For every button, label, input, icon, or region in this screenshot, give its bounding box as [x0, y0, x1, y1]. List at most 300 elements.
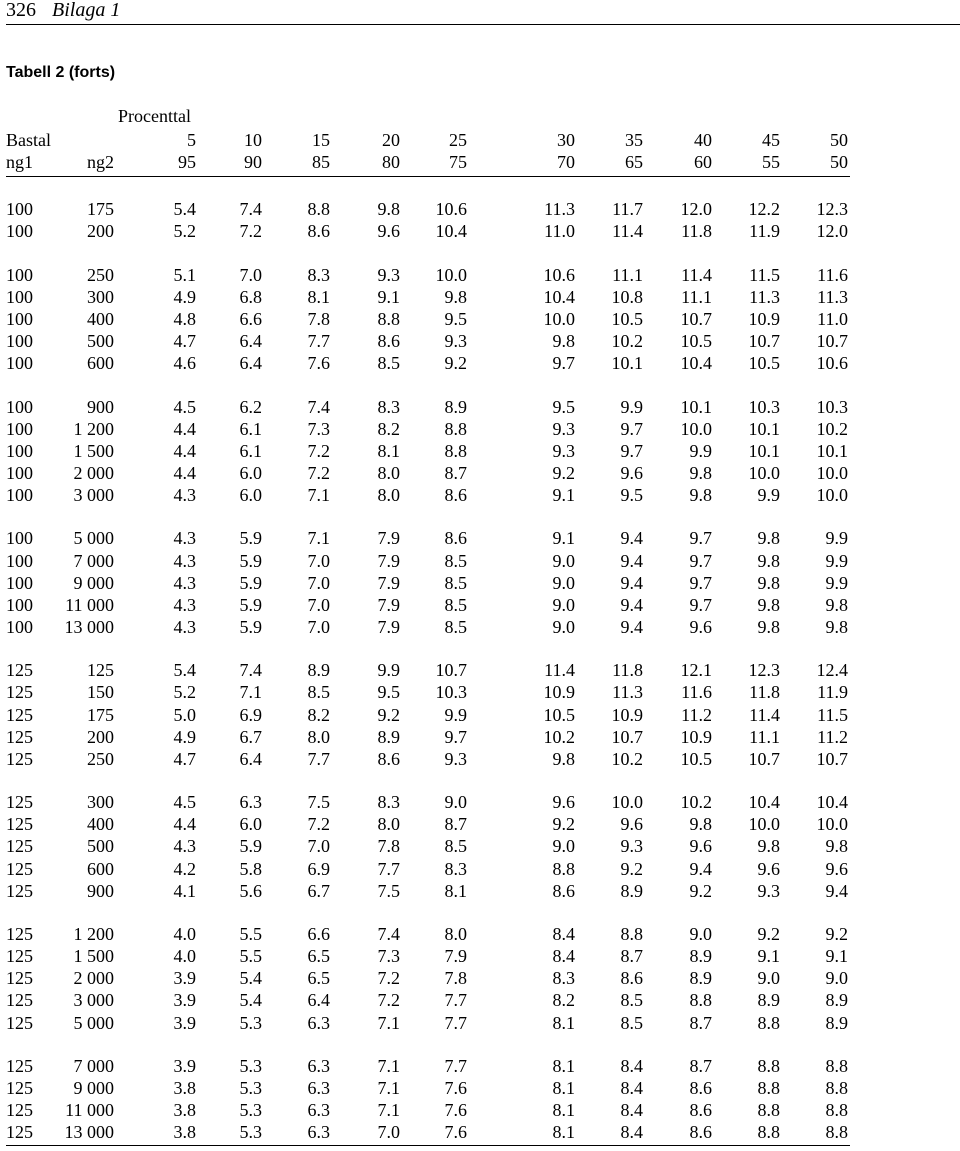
- table-cell: 100: [6, 485, 33, 505]
- table-cell: 9.9: [757, 485, 780, 505]
- table-cell: 9.4: [620, 573, 643, 593]
- table-cell: 10.8: [611, 287, 643, 307]
- table-cell: 8.7: [444, 814, 467, 834]
- header-cell: 75: [449, 152, 467, 172]
- table-cell: 8.1: [552, 1056, 575, 1076]
- table-cell: 8.6: [444, 485, 467, 505]
- table-cell: 8.1: [552, 1078, 575, 1098]
- table-cell: 125: [6, 727, 33, 747]
- table-cell: 4.3: [173, 836, 196, 856]
- header-cell: 50: [830, 130, 848, 150]
- table-cell: 10.3: [748, 397, 780, 417]
- table-cell: 4.6: [173, 353, 196, 373]
- page-number: 326: [6, 0, 36, 21]
- table-cell: 8.8: [689, 990, 712, 1010]
- table-cell: 3.9: [173, 1013, 196, 1033]
- table-cell: 5.4: [173, 199, 196, 219]
- table-cell: 8.2: [552, 990, 575, 1010]
- table-cell: 4.3: [173, 551, 196, 571]
- table-cell: 600: [87, 353, 114, 373]
- table-cell: 11.3: [612, 682, 643, 702]
- procenttal-subheader: Procenttal: [118, 106, 191, 126]
- table-cell: 11.1: [749, 727, 780, 747]
- table-cell: 7.8: [444, 968, 467, 988]
- table-cell: 9.7: [689, 573, 712, 593]
- table-cell: 1 200: [73, 924, 114, 944]
- table-cell: 100: [6, 265, 33, 285]
- table-cell: 5.3: [239, 1013, 262, 1033]
- table-cell: 6.4: [239, 331, 262, 351]
- table-cell: 4.0: [173, 924, 196, 944]
- table-cell: 125: [6, 660, 33, 680]
- table-cell: 3.9: [173, 990, 196, 1010]
- table-cell: 7.2: [377, 968, 400, 988]
- table-cell: 9.2: [444, 353, 467, 373]
- header-rule-bottom: [6, 176, 850, 177]
- table-cell: 9.1: [552, 528, 575, 548]
- table-cell: 9.8: [825, 836, 848, 856]
- table-cell: 8.8: [825, 1056, 848, 1076]
- table-cell: 9.8: [757, 528, 780, 548]
- table-cell: 9.8: [552, 749, 575, 769]
- table-cell: 5.3: [239, 1100, 262, 1120]
- table-cell: 10.3: [816, 397, 848, 417]
- table-cell: 4.9: [173, 287, 196, 307]
- table-cell: 6.3: [307, 1100, 330, 1120]
- table-cell: 500: [87, 331, 114, 351]
- table-cell: 6.5: [307, 968, 330, 988]
- header-cell: 90: [244, 152, 262, 172]
- table-cell: 5.9: [239, 528, 262, 548]
- table-cell: 11.5: [817, 705, 848, 725]
- table-cell: 9.0: [552, 551, 575, 571]
- table-cell: 9.8: [757, 551, 780, 571]
- table-cell: 9.9: [825, 551, 848, 571]
- header-cell: 65: [625, 152, 643, 172]
- table-cell: 8.5: [444, 595, 467, 615]
- table-cell: 8.5: [444, 836, 467, 856]
- table-cell: 8.0: [377, 463, 400, 483]
- table-cell: 4.5: [173, 397, 196, 417]
- table-cell: 9.6: [552, 792, 575, 812]
- table-cell: 6.2: [239, 397, 262, 417]
- table-cell: 7.7: [444, 1056, 467, 1076]
- table-cell: 6.9: [239, 705, 262, 725]
- table-cell: 900: [87, 881, 114, 901]
- table-cell: 7.1: [377, 1078, 400, 1098]
- table-cell: 9.2: [552, 463, 575, 483]
- header-cell: 70: [557, 152, 575, 172]
- table-cell: 7.9: [377, 551, 400, 571]
- table-cell: 9.7: [620, 441, 643, 461]
- table-cell: 8.1: [444, 881, 467, 901]
- table-cell: 125: [6, 946, 33, 966]
- table-cell: 12.4: [816, 660, 848, 680]
- table-cell: 11.3: [749, 287, 780, 307]
- table-cell: 8.8: [757, 1100, 780, 1120]
- table-cell: 4.5: [173, 792, 196, 812]
- table-cell: 125: [87, 660, 114, 680]
- table-cell: 1 200: [73, 419, 114, 439]
- table-cell: 11.9: [749, 221, 780, 241]
- table-cell: 6.0: [239, 463, 262, 483]
- table-cell: 6.7: [307, 881, 330, 901]
- table-cell: 7.6: [444, 1078, 467, 1098]
- table-cell: 8.7: [689, 1013, 712, 1033]
- table-cell: 10.0: [680, 419, 712, 439]
- table-cell: 7.7: [444, 1013, 467, 1033]
- table-cell: 10.2: [816, 419, 848, 439]
- table-cell: 9.7: [689, 528, 712, 548]
- table-cell: 6.5: [307, 946, 330, 966]
- table-cell: 100: [6, 221, 33, 241]
- table-cell: 9.3: [444, 749, 467, 769]
- table-cell: 3.9: [173, 1056, 196, 1076]
- table-cell: 8.4: [552, 924, 575, 944]
- table-cell: 175: [87, 705, 114, 725]
- table-cell: 9.8: [825, 595, 848, 615]
- table-cell: 7.2: [307, 814, 330, 834]
- table-cell: 11.8: [749, 682, 780, 702]
- table-cell: 9.1: [825, 946, 848, 966]
- table-cell: 11.9: [817, 682, 848, 702]
- table-cell: 3 000: [73, 485, 114, 505]
- table-cell: 125: [6, 682, 33, 702]
- table-cell: 10.4: [435, 221, 467, 241]
- table-cell: 9 000: [73, 1078, 114, 1098]
- table-cell: 100: [6, 397, 33, 417]
- table-cell: 250: [87, 749, 114, 769]
- table-cell: 9.1: [757, 946, 780, 966]
- table-cell: 100: [6, 617, 33, 637]
- table-cell: 6.6: [239, 309, 262, 329]
- table-cell: 100: [6, 595, 33, 615]
- table-cell: 8.0: [307, 727, 330, 747]
- table-cell: 8.8: [757, 1122, 780, 1142]
- table-cell: 8.6: [689, 1100, 712, 1120]
- table-cell: 9.2: [377, 705, 400, 725]
- table-cell: 600: [87, 859, 114, 879]
- table-cell: 5.5: [239, 924, 262, 944]
- table-cell: 10.2: [543, 727, 575, 747]
- table-cell: 6.6: [307, 924, 330, 944]
- table-cell: 7.6: [444, 1100, 467, 1120]
- header-cell: 40: [694, 130, 712, 150]
- table-cell: 11.1: [681, 287, 712, 307]
- table-cell: 125: [6, 1078, 33, 1098]
- header-cell: 55: [762, 152, 780, 172]
- table-cell: 4.4: [173, 441, 196, 461]
- table-cell: 5.3: [239, 1056, 262, 1076]
- header-cell: 35: [625, 130, 643, 150]
- header-cell: Bastal: [6, 130, 51, 150]
- table-cell: 9.1: [552, 485, 575, 505]
- table-cell: 11.4: [681, 265, 712, 285]
- table-cell: 11.2: [681, 705, 712, 725]
- table-cell: 100: [6, 353, 33, 373]
- header-cell: 45: [762, 130, 780, 150]
- table-cell: 9.9: [620, 397, 643, 417]
- table-cell: 10.0: [816, 485, 848, 505]
- table-cell: 8.3: [307, 265, 330, 285]
- table-cell: 11.1: [612, 265, 643, 285]
- table-cell: 11.5: [749, 265, 780, 285]
- table-cell: 5.8: [239, 859, 262, 879]
- table-cell: 6.4: [239, 749, 262, 769]
- table-cell: 8.8: [552, 859, 575, 879]
- table-cell: 7.0: [307, 573, 330, 593]
- table-cell: 200: [87, 727, 114, 747]
- table-cell: 100: [6, 463, 33, 483]
- table-cell: 400: [87, 814, 114, 834]
- table-cell: 9.5: [377, 682, 400, 702]
- table-cell: 125: [6, 1056, 33, 1076]
- table-cell: 8.4: [552, 946, 575, 966]
- table-cell: 7.0: [307, 836, 330, 856]
- table-cell: 100: [6, 199, 33, 219]
- table-cell: 9.7: [444, 727, 467, 747]
- table-cell: 7.6: [307, 353, 330, 373]
- table-cell: 11.8: [612, 660, 643, 680]
- table-cell: 10.4: [543, 287, 575, 307]
- table-cell: 6.0: [239, 814, 262, 834]
- table-cell: 10.7: [435, 660, 467, 680]
- table-cell: 11.4: [544, 660, 575, 680]
- table-cell: 8.8: [444, 419, 467, 439]
- table-cell: 9.4: [620, 595, 643, 615]
- header-cell: 20: [382, 130, 400, 150]
- table-cell: 8.1: [552, 1122, 575, 1142]
- table-cell: 8.8: [757, 1056, 780, 1076]
- table-cell: 9.9: [825, 528, 848, 548]
- table-cell: 250: [87, 265, 114, 285]
- table-cell: 7.2: [377, 990, 400, 1010]
- table-cell: 5.9: [239, 551, 262, 571]
- table-cell: 9.6: [689, 617, 712, 637]
- table-cell: 8.3: [552, 968, 575, 988]
- table-cell: 7.2: [239, 221, 262, 241]
- table-cell: 8.4: [620, 1100, 643, 1120]
- table-cell: 7.1: [239, 682, 262, 702]
- table-bottom-rule: [6, 1145, 850, 1146]
- table-cell: 8.6: [377, 749, 400, 769]
- table-cell: 6.8: [239, 287, 262, 307]
- table-cell: 9.1: [377, 287, 400, 307]
- table-cell: 6.4: [239, 353, 262, 373]
- header-cell: ng1: [6, 152, 33, 172]
- table-cell: 10.2: [611, 331, 643, 351]
- table-cell: 8.1: [377, 441, 400, 461]
- table-cell: 5 000: [73, 1013, 114, 1033]
- table-cell: 5.2: [173, 221, 196, 241]
- table-cell: 9.7: [689, 595, 712, 615]
- table-cell: 13 000: [64, 617, 114, 637]
- table-cell: 8.3: [444, 859, 467, 879]
- table-cell: 9.7: [689, 551, 712, 571]
- table-cell: 125: [6, 836, 33, 856]
- table-cell: 2 000: [73, 463, 114, 483]
- table-cell: 8.3: [377, 792, 400, 812]
- table-cell: 4.7: [173, 749, 196, 769]
- table-cell: 5.9: [239, 595, 262, 615]
- table-cell: 7.2: [307, 441, 330, 461]
- table-cell: 9.3: [757, 881, 780, 901]
- table-cell: 8.8: [825, 1122, 848, 1142]
- table-cell: 8.6: [620, 968, 643, 988]
- table-cell: 8.2: [307, 705, 330, 725]
- header-cell: 25: [449, 130, 467, 150]
- table-cell: 12.3: [748, 660, 780, 680]
- table-cell: 7.4: [239, 660, 262, 680]
- table-cell: 7.9: [377, 617, 400, 637]
- table-cell: 7.8: [377, 836, 400, 856]
- table-cell: 4.3: [173, 617, 196, 637]
- table-cell: 7.7: [307, 749, 330, 769]
- table-cell: 9.8: [444, 287, 467, 307]
- table-cell: 5.0: [173, 705, 196, 725]
- table-cell: 9.0: [552, 573, 575, 593]
- table-cell: 7.7: [307, 331, 330, 351]
- table-cell: 13 000: [64, 1122, 114, 1142]
- table-cell: 300: [87, 287, 114, 307]
- table-cell: 8.8: [825, 1100, 848, 1120]
- table-cell: 3.9: [173, 968, 196, 988]
- table-cell: 8.8: [444, 441, 467, 461]
- table-cell: 8.6: [689, 1122, 712, 1142]
- table-cell: 4.9: [173, 727, 196, 747]
- table-cell: 7.2: [307, 463, 330, 483]
- table-cell: 9.3: [552, 441, 575, 461]
- table-cell: 9.6: [689, 836, 712, 856]
- table-cell: 10.4: [748, 792, 780, 812]
- table-cell: 8.9: [307, 660, 330, 680]
- table-cell: 400: [87, 309, 114, 329]
- table-cell: 10.6: [435, 199, 467, 219]
- table-cell: 10.7: [680, 309, 712, 329]
- table-cell: 125: [6, 814, 33, 834]
- table-cell: 8.7: [444, 463, 467, 483]
- table-cell: 7.4: [377, 924, 400, 944]
- table-cell: 8.9: [444, 397, 467, 417]
- table-cell: 125: [6, 792, 33, 812]
- table-cell: 6.0: [239, 485, 262, 505]
- table-cell: 5.5: [239, 946, 262, 966]
- table-cell: 9.9: [689, 441, 712, 461]
- table-cell: 8.8: [620, 924, 643, 944]
- table-cell: 7.0: [307, 595, 330, 615]
- table-cell: 8.6: [377, 331, 400, 351]
- table-cell: 7.5: [307, 792, 330, 812]
- header-cell: 80: [382, 152, 400, 172]
- table-cell: 9.8: [757, 595, 780, 615]
- table-cell: 125: [6, 1122, 33, 1142]
- header-cell: 60: [694, 152, 712, 172]
- table-cell: 11.6: [817, 265, 848, 285]
- table-cell: 9.3: [552, 419, 575, 439]
- table-cell: 10.1: [611, 353, 643, 373]
- table-cell: 8.5: [444, 551, 467, 571]
- table-cell: 8.6: [444, 528, 467, 548]
- table-cell: 8.1: [307, 287, 330, 307]
- table-cell: 8.0: [377, 814, 400, 834]
- table-cell: 4.3: [173, 573, 196, 593]
- table-cell: 5.2: [173, 682, 196, 702]
- table-cell: 7.9: [377, 573, 400, 593]
- table-cell: 8.9: [757, 990, 780, 1010]
- table-cell: 10.6: [543, 265, 575, 285]
- table-cell: 10.3: [435, 682, 467, 702]
- table-cell: 9.0: [825, 968, 848, 988]
- table-cell: 5.9: [239, 617, 262, 637]
- table-cell: 11 000: [65, 595, 114, 615]
- table-cell: 10.7: [816, 331, 848, 351]
- table-cell: 9.4: [689, 859, 712, 879]
- table-cell: 10.7: [611, 727, 643, 747]
- table-cell: 8.9: [825, 990, 848, 1010]
- table-cell: 150: [87, 682, 114, 702]
- table-cell: 6.1: [239, 441, 262, 461]
- table-cell: 10.1: [680, 397, 712, 417]
- table-cell: 6.3: [307, 1056, 330, 1076]
- table-cell: 7.1: [377, 1056, 400, 1076]
- table-cell: 5 000: [73, 528, 114, 548]
- table-cell: 8.9: [377, 727, 400, 747]
- table-cell: 11.6: [681, 682, 712, 702]
- table-cell: 10.1: [748, 441, 780, 461]
- table-cell: 8.7: [620, 946, 643, 966]
- table-cell: 10.0: [435, 265, 467, 285]
- table-cell: 4.3: [173, 595, 196, 615]
- table-cell: 12.0: [816, 221, 848, 241]
- table-cell: 9.4: [620, 528, 643, 548]
- table-cell: 10.5: [680, 749, 712, 769]
- table-cell: 11.4: [749, 705, 780, 725]
- table-cell: 9.3: [377, 265, 400, 285]
- table-cell: 4.4: [173, 419, 196, 439]
- table-cell: 8.1: [552, 1013, 575, 1033]
- table-cell: 12.2: [748, 199, 780, 219]
- table-cell: 9.6: [620, 463, 643, 483]
- table-cell: 125: [6, 1013, 33, 1033]
- table-cell: 9.8: [825, 617, 848, 637]
- table-cell: 10.7: [748, 331, 780, 351]
- table-cell: 10.0: [611, 792, 643, 812]
- table-cell: 10.9: [543, 682, 575, 702]
- table-cell: 10.0: [748, 463, 780, 483]
- table-cell: 8.5: [307, 682, 330, 702]
- table-cell: 175: [87, 199, 114, 219]
- table-cell: 7.3: [307, 419, 330, 439]
- table-cell: 8.9: [825, 1013, 848, 1033]
- table-cell: 12.3: [816, 199, 848, 219]
- table-cell: 7.3: [377, 946, 400, 966]
- table-cell: 9.9: [377, 660, 400, 680]
- table-cell: 7.4: [239, 199, 262, 219]
- table-cell: 9.2: [552, 814, 575, 834]
- table-cell: 10.5: [611, 309, 643, 329]
- table-cell: 9.5: [620, 485, 643, 505]
- header-cell: 5: [187, 130, 196, 150]
- table-cell: 11.0: [544, 221, 575, 241]
- table-cell: 900: [87, 397, 114, 417]
- table-cell: 8.4: [620, 1056, 643, 1076]
- table-cell: 4.2: [173, 859, 196, 879]
- table-cell: 8.1: [552, 1100, 575, 1120]
- table-cell: 6.7: [239, 727, 262, 747]
- header-cell: 85: [312, 152, 330, 172]
- table-cell: 11.3: [544, 199, 575, 219]
- table-cell: 7 000: [73, 1056, 114, 1076]
